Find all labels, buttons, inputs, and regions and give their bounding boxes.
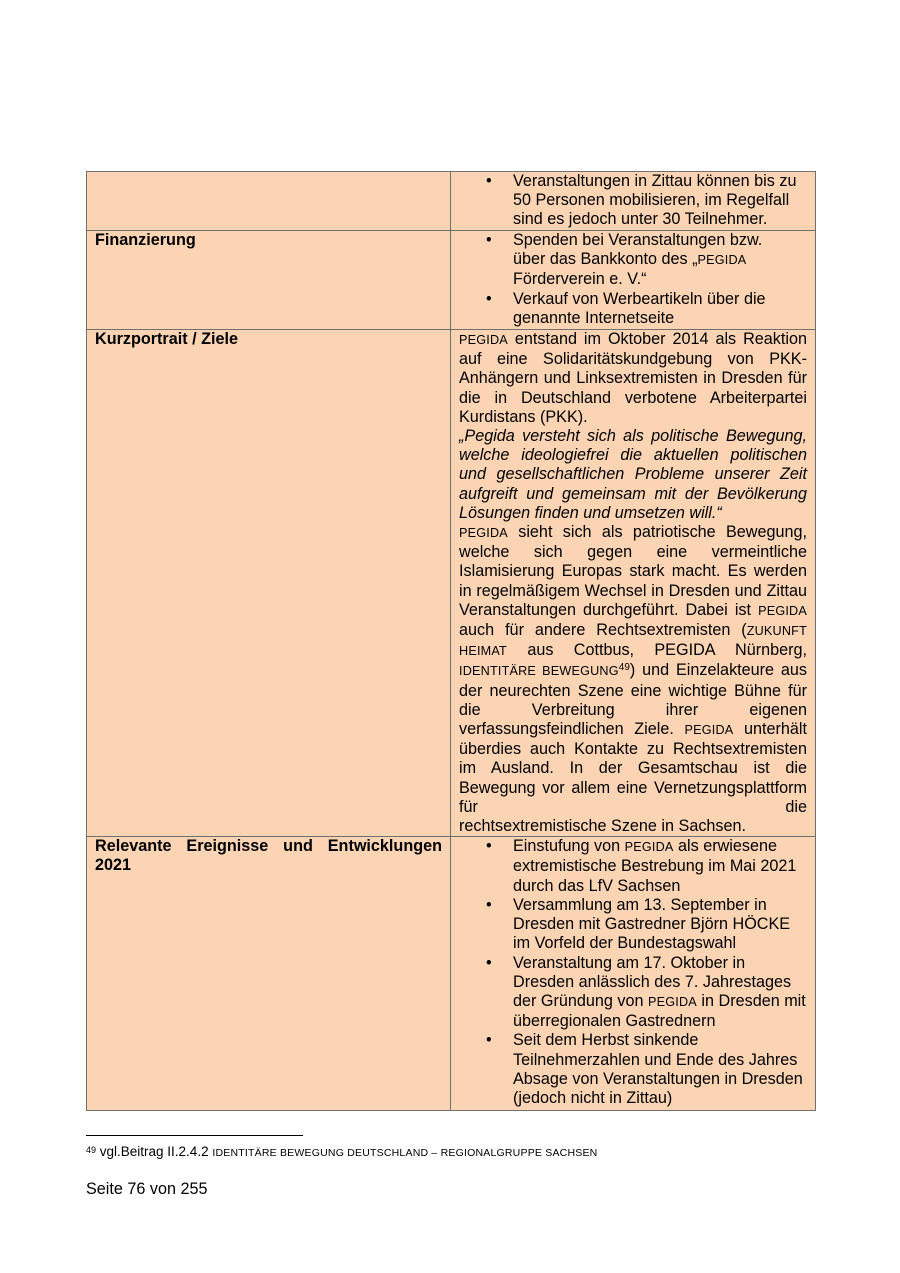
row-content (451, 172, 816, 231)
footnote-separator (86, 1135, 303, 1136)
footnote: $^{49}$ vgl.Beitrag II.2.4.2 IDENTITÄRE BEWEGUNG DEUTSCHLAND – REGIONALGRUPPE SACHSEN (86, 1144, 598, 1159)
table-row (87, 172, 816, 231)
row-label: Finanzierung (87, 231, 451, 330)
list-item: • Veranstaltungen in Zittau können bis zu 50 Personen mobilisieren, im Regelfall sind es jedoch unter 30 Teilnehmer. (513, 172, 807, 230)
page-number: Seite 76 von 255 (86, 1180, 208, 1198)
profile-table (86, 171, 816, 1111)
table-row (87, 231, 816, 330)
list-item: • Veranstaltung am 17. Oktober in Dresden anlässlich des 7. Jahrestages der Gründung von PEGIDA in Dresden mit überregionalen Gastrednern (513, 954, 807, 1032)
row-content (451, 231, 816, 330)
quote: „Pegida versteht sich als politische Bewegung, welche ideologiefrei die aktuellen politischen und gesellschaftlichen Probleme unserer Zeit aufgreift und gemeinsam mit der Bevölkerung Lösungen finden und umsetzen will.“ (459, 427, 807, 522)
paragraph: PEGIDA sieht sich als patriotische Bewegung, welche sich gegen eine vermeintliche Islamisierung Europas stark macht. Es werden in regelmäßigem Wechsel in Dresden und Zittau Veranstaltungen durchgeführt. Dabei ist PEGIDA auch für andere Rechtsextremisten (ZUKUNFT HEIMAT aus Cottbus, PEGIDA Nürnberg, IDENTITÄRE BEWEGUNG$^{49}$) und Einzelakteure aus der neurechten Szene eine wichtige Bühne für die Verbreitung ihrer eigenen verfassungsfeindlichen Ziele. PEGIDA unterhält überdies auch Kontakte zu Rechtsextremisten im Ausland. In der Gesamtschau ist die Bewegung vor allem eine Vernetzungsplattform für die (459, 523, 807, 816)
list-item: • Spenden bei Veranstaltungen bzw. über das Bankkonto des „PEGIDA Förderverein e. V.“ (513, 231, 807, 290)
paragraph: PEGIDA entstand im Oktober 2014 als Reaktion auf eine Solidaritätskundgebung von PKK-Anhängern und Linksextremisten in Dresden für die in Deutschland verbotene Arbeiterpartei Kurdistans (PKK). (459, 330, 807, 426)
row-label: Kurzportrait / Ziele (87, 330, 451, 837)
small-caps-text: PEGIDA (697, 253, 747, 268)
row-label-empty (87, 172, 451, 231)
row-content (451, 837, 816, 1111)
bullet-list (459, 231, 807, 328)
paragraph-end: rechtsextremistische Szene in Sachsen. (459, 817, 747, 836)
footnote-number: 49 (86, 1145, 97, 1155)
list-item: • Seit dem Herbst sinkende Teilnehmerzahlen und Ende des Jahres Absage von Veranstaltungen in Dresden (jedoch nicht in Zittau) (513, 1031, 807, 1108)
row-content (451, 330, 816, 837)
list-item: • Verkauf von Werbeartikeln über die genannte Internetseite (513, 290, 807, 328)
table-row (87, 330, 816, 837)
bullet-list (459, 837, 807, 1108)
list-item: • Einstufung von PEGIDA als erwiesene extremistische Bestrebung im Mai 2021 durch das LfV Sachsen (513, 837, 807, 896)
bullet-list (459, 172, 807, 230)
row-label: Relevante Ereignisse und Entwicklungen 2021 (87, 837, 451, 1111)
table-row (87, 837, 816, 1111)
footnote-ref: 49 (618, 662, 630, 674)
list-item: • Versammlung am 13. September in Dresden mit Gastredner Björn HÖCKE im Vorfeld der Bundestagswahl (513, 896, 807, 954)
